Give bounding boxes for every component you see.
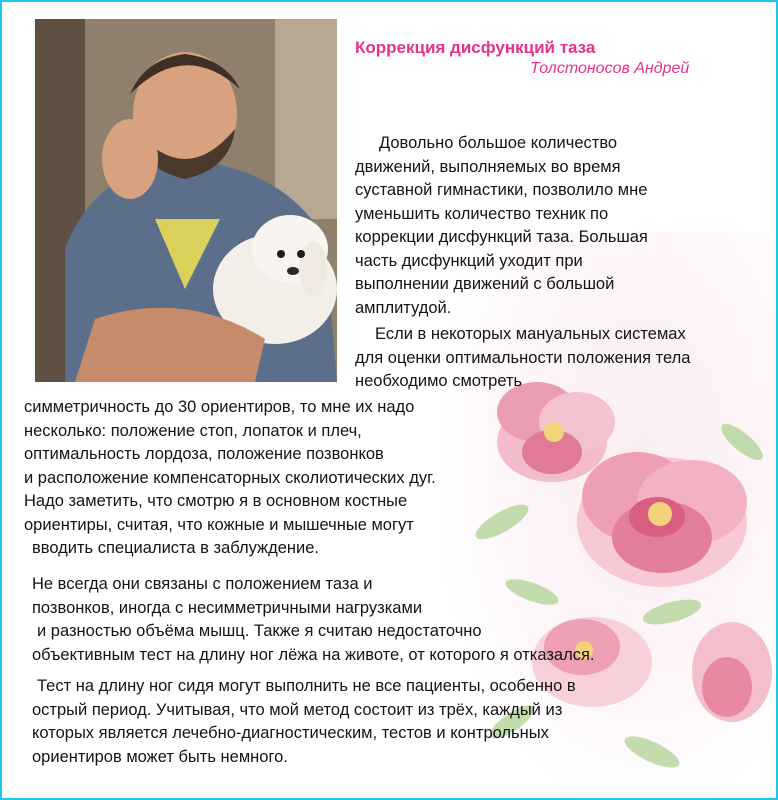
text-line: уменьшить количество техник по: [355, 204, 609, 223]
text-line: амплитудой.: [355, 298, 452, 317]
text-line: Не всегда они связаны с положением таза и: [32, 575, 373, 593]
text-line: острый период. Учитывая, что мой метод состоит из трёх, каждый из: [32, 700, 563, 719]
lower-flower: [532, 617, 772, 722]
text-line: несколько: положение стоп, лопаток и плеч,: [24, 421, 362, 440]
text-line: выполнении движений с большой: [355, 275, 615, 293]
text-line: ориентиры, считая, что кожные и мышечные могут: [24, 515, 414, 534]
article-title: Коррекция дисфункций таза: [355, 38, 596, 57]
text-line: Тест на длину ног сидя могут выполнить не все пациенты, особенно в: [37, 677, 576, 695]
text-line: Надо заметить, что смотрю я в основном костные: [24, 492, 408, 510]
text-line: коррекции дисфункций таза. Большая: [355, 228, 648, 246]
text-line: часть дисфункций уходит при: [355, 251, 583, 270]
text-line: необходимо смотреть: [355, 372, 523, 390]
text-line: вводить специалиста в заблуждение.: [32, 539, 319, 557]
text-line: ориентиров может быть немного.: [32, 747, 288, 766]
text-line: объективным тест на длину ног лёжа на животе, от которого я отказался.: [32, 645, 595, 664]
text-line: движений, выполняемых во время: [355, 157, 621, 176]
text-line: и разностью объёма мышц. Также я считаю недостаточно: [37, 622, 482, 640]
large-peony: [577, 452, 747, 587]
text-line: Если в некоторых мануальных системах: [375, 325, 686, 343]
article-author: Толстоносов Андрей: [530, 60, 690, 77]
text-line: позвонков, иногда с несимметричными нагрузками: [32, 598, 423, 617]
text-line: которых является лечебно-диагностическим, тестов и контрольных: [32, 724, 549, 742]
photo-illustration: [35, 19, 337, 382]
text-line: и расположение компенсаторных сколиотических дуг.: [24, 468, 436, 487]
text-line: оптимальность лордоза, положение позвонков: [24, 445, 384, 463]
text-line: для оценки оптимальности положения тела: [355, 348, 691, 367]
text-line: суставной гимнастики, позволило мне: [355, 181, 648, 199]
text-line: Довольно большое количество: [379, 134, 618, 152]
text-line: симметричность до 30 ориентиров, то мне их надо: [24, 398, 415, 416]
author-photo: [35, 19, 337, 382]
